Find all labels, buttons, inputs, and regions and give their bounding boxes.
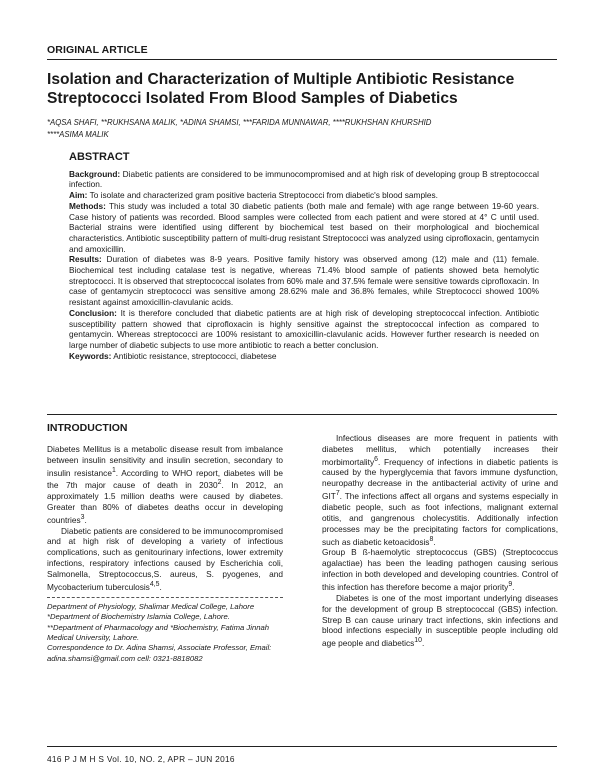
- intro-paragraph-1: [47, 444, 283, 526]
- abstract-heading: ABSTRACT: [69, 151, 130, 163]
- affiliation-2: *Department of Biochemistry Islamia College, Lahore.: [47, 612, 230, 622]
- intro-p4-text-b: .: [512, 581, 515, 592]
- left-column: [47, 423, 283, 664]
- article-title: Isolation and Characterization of Multiple Antibiotic Resistance Streptococci Isolated From Blood Samples of Diabetics: [47, 71, 515, 107]
- intro-p1-text-d: .: [84, 514, 87, 525]
- intro-p2-text-b: .: [159, 581, 162, 592]
- intro-p1-text-c: . In 2012, an approximately 1.5 million deaths were caused by diabetes. Greater than 80% of diabetes deaths occur in developing countries: [47, 480, 283, 525]
- intro-paragraph-3: [322, 433, 558, 547]
- intro-p5-text-b: .: [421, 638, 425, 649]
- intro-paragraph-4: [322, 547, 558, 592]
- section-label: ORIGINAL ARTICLE: [47, 44, 148, 56]
- abstract-rule: [47, 414, 557, 415]
- background-label: Background:: [69, 168, 121, 179]
- citation-ref: 3: [80, 513, 85, 521]
- methods-label: Methods:: [69, 200, 106, 211]
- intro-p3-text-a: Infectious diseases are more frequent in patients with diabetes mellitus, which potentially increases their morbimortality: [322, 433, 558, 467]
- citation-ref: 7: [335, 490, 340, 498]
- affiliation-3: **Department of Pharmacology and *Biochemistry, Fatima Jinnah Medical University, Lahore.: [47, 622, 270, 642]
- abstract-aim: [69, 190, 539, 201]
- introduction-heading: INTRODUCTION: [47, 422, 128, 434]
- citation-ref: 4,5: [149, 581, 160, 589]
- citation-ref: 10: [414, 637, 422, 645]
- citation-ref: 9: [508, 581, 513, 589]
- intro-p3-text-b: . Frequency of infections in diabetic patients is caused by the hyperglycemia that favors immune dysfunction, neuropathy decrease in the antibacterial activity of urine and GIT: [322, 456, 558, 502]
- affiliation-separator: [47, 597, 283, 598]
- intro-p3-text-d: .: [433, 536, 436, 547]
- affiliations: [47, 602, 283, 664]
- footer-rule: [47, 746, 557, 747]
- correspondence: Correspondence to Dr. Adina Shamsi, Associate Professor, Email: adina.shamsi@gmail.com cell: 0321-8818082: [47, 643, 272, 663]
- conclusion-text: It is therefore concluded that diabetic patients are at high risk of developing streptococcal infection. Antibiotic susceptibility pattern showed that ciprofloxacin is highly sensitive against the streptococcal infection as compared to gentamycin. Whereas streptococci are 100% resistant to amoxicillin-clavulanic acids. However further research is needed on large number of diabetic subjects to use more antibiotic to reach a better conclusion.: [69, 307, 539, 350]
- authors-line-1: *AQSA SHAFI, **RUKHSANA MALIK, *ADINA SHAMSI, ***FARIDA MUNNAWAR, ****RUKHSHAN KHURSHID: [47, 118, 432, 127]
- intro-p3-text-c: . The infections affect all organs and systems especially in diabetic people, such as foot infections, malignant external otitis, and gangrenous cholecystitis. Additionally infection processes may be the precipitating factors for complications, such as diabetic ketoacidosis: [322, 491, 558, 547]
- right-column: [322, 433, 558, 649]
- citation-ref: 6: [374, 455, 378, 463]
- abstract-keywords: [69, 351, 539, 362]
- aim-label: Aim:: [69, 190, 88, 201]
- abstract-results: [69, 254, 539, 308]
- citation-ref: 1: [111, 466, 116, 474]
- authors-line-2: ****ASIMA MALIK: [47, 130, 109, 139]
- aim-text: To isolate and characterized gram positive bacteria Streptococci from diabetic's blood samples.: [87, 190, 438, 201]
- abstract-background: [69, 169, 539, 190]
- author-list: [47, 117, 559, 141]
- citation-ref: 8: [429, 535, 434, 543]
- abstract: [69, 152, 539, 361]
- conclusion-label: Conclusion:: [69, 307, 117, 318]
- intro-p1-text-b: . According to WHO report, diabetes will be the 7th major cause of death in 2030: [47, 467, 284, 491]
- intro-p1-text-a: Diabetes Mellitus is a metabolic disease result from imbalance between insulin sensitivity and insulin secretion, secondary to insulin resistance: [47, 443, 283, 478]
- results-text: Duration of diabetes was 8-9 years. Positive family history was observed among (12) male and (11) female. Biochemical test including catalase test is negative, whereas 71.4% blood sample of patients showed beta hemolytic streptococci. It is observed that streptococcal isolates from 60% male and 37.5% female were sensitive towards ciprofloxacin. In case of gentamycin streptococci was sensitive among 28.62% male and 36.8% females, while Streptococci showed 100% resistant against amoxicillin-clavulanic acids.: [69, 254, 539, 308]
- background-text: Diabetic patients are considered to be immunocompromised and at high risk of developing group B streptococcal infection.: [69, 168, 539, 190]
- citation-ref: 2: [217, 479, 222, 487]
- intro-p5-text-a: Diabetes is one of the most important underlying diseases for the development of group B streptococcal (GBS) infection. Strep B can cause urinary tract infections, skin infections and blood infections especially in susceptible people including old age people and diabetics: [322, 592, 558, 649]
- abstract-methods: [69, 201, 539, 255]
- abstract-conclusion: [69, 308, 539, 351]
- intro-paragraph-5: [322, 593, 558, 649]
- page-footer: 416 P J M H S Vol. 10, NO. 2, APR – JUN 2016: [47, 754, 235, 764]
- methods-text: This study was included a total 30 diabetic patients (both male and female) with age range between 19-60 years. Case history of patients was recorded. Blood samples were collected from each patient and were stored at 4° C until used. Bacterial strains were identified using different by biochemical test based on their morphological and biochemical characteristics. Antibiotic susceptibility pattern of multi-drug resistant Streptococci was analyzed using ciprofloxacin, gentamycin and amoxicillin.: [69, 200, 539, 254]
- keywords-text: Antibiotic resistance, streptococci, diabetese: [111, 350, 277, 361]
- results-label: Results:: [69, 254, 102, 265]
- header-rule: [47, 59, 557, 60]
- keywords-label: Keywords:: [69, 350, 112, 361]
- intro-p4-text-a: Group B ß-haemolytic streptococcus (GBS) (Streptococcus agalactiae) has been the leading pathogen causing serious infection in both developed and developing countries. Control of this infection has therefore become a major priority: [322, 547, 558, 592]
- intro-paragraph-2: [47, 526, 283, 593]
- affiliation-1: Department of Physiology, Shalimar Medical College, Lahore: [47, 601, 255, 611]
- intro-p2-text-a: Diabetic patients are considered to be immunocompromised and at high risk of developing a variety of infectious complications, such as genitourinary infections, lower extremity infections, respiratory infections caused by Escherichia coli, Salmonella, Streptococcus,S. aureus, S. pyogenes, and Mycobacterium tuberculosis: [47, 525, 283, 592]
